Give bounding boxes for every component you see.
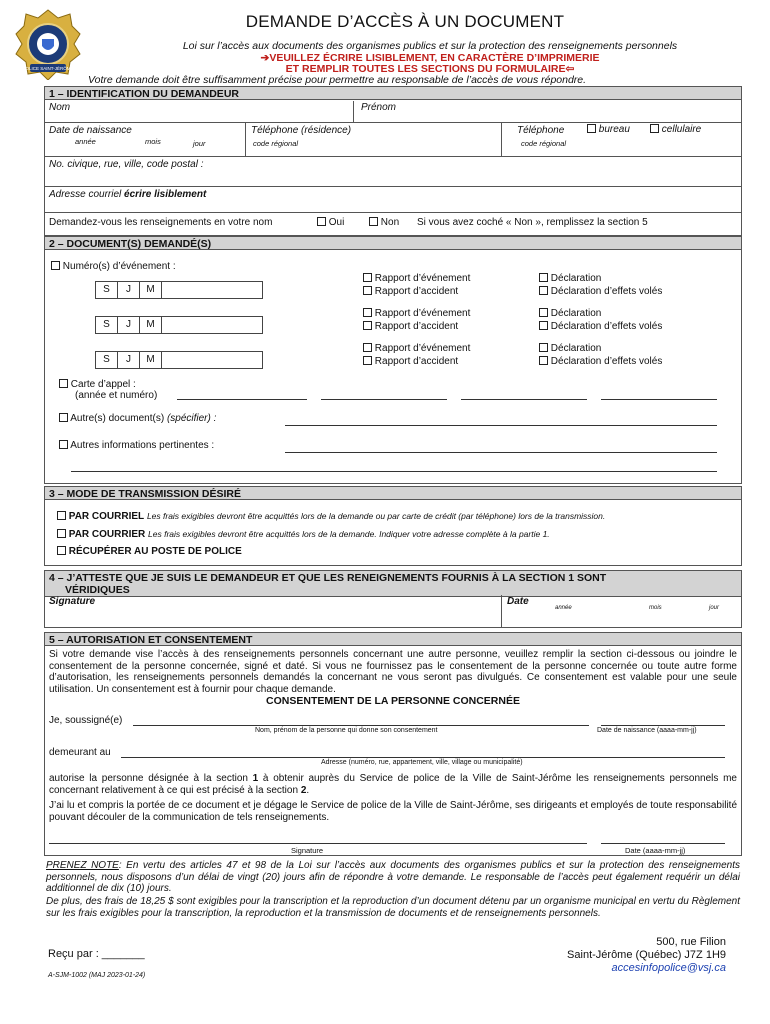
- section-5: [44, 632, 742, 856]
- par-courrier-checkbox[interactable]: [57, 529, 66, 538]
- par-courriel-option[interactable]: PAR COURRIEL Les frais exigibles devront être acquittés lors de la demande ou par carte de crédit (par téléphone) lors de la transmission.: [57, 511, 605, 522]
- consent-date-label: Date (aaaa-mm-jj): [625, 846, 686, 855]
- adresse-note: Adresse (numéro, rue, appartement, ville, village ou municipalité): [321, 759, 523, 766]
- si-non-note: Si vous avez coché « Non », remplissez la section 5: [417, 217, 648, 228]
- code-regional-1: code régional: [253, 139, 299, 148]
- demeurant-line[interactable]: [121, 757, 725, 758]
- rapport-evenement-1[interactable]: Rapport d’événement: [363, 273, 470, 284]
- recu-par[interactable]: Reçu par : _______: [48, 948, 145, 960]
- law-subtitle: Loi sur l’accès aux documents des organismes publics et sur la protection des renseignements personnels: [182, 40, 678, 52]
- precise-note: Votre demande doit être suffisamment précise pour permettre au responsable de l’accès de vous répondre.: [88, 74, 587, 86]
- poste-checkbox[interactable]: [57, 546, 66, 555]
- section-2: [44, 236, 742, 484]
- checkbox[interactable]: [539, 321, 548, 330]
- date-label[interactable]: Date: [507, 596, 529, 607]
- email-label[interactable]: Adresse courriel écrire lisiblement: [49, 189, 207, 200]
- carte-appel[interactable]: Carte d’appel :: [59, 379, 136, 390]
- address-line-1: 500, rue Filion: [656, 936, 726, 948]
- dob-mois: mois: [145, 137, 161, 146]
- rapport-accident-3[interactable]: Rapport d’accident: [363, 356, 458, 367]
- email-row: [45, 187, 741, 213]
- rapport-accident-1[interactable]: Rapport d’accident: [363, 286, 458, 297]
- section-4-title: 4 – J’ATTESTE QUE JE SUIS LE DEMANDEUR ET QUE LES RENEIGNEMENTS FOURNIS À LA SECTION 1 SONT VÉRIDIQUES: [45, 571, 741, 597]
- checkbox[interactable]: [539, 308, 548, 317]
- prenom-label[interactable]: Prénom: [361, 102, 397, 113]
- section-3-title: 3 – MODE DE TRANSMISSION DÉSIRÉ: [45, 487, 741, 500]
- consent-date-line[interactable]: [601, 843, 725, 844]
- date-mois: mois: [649, 605, 662, 611]
- section-5-intro: Si votre demande vise l’accès à des renseignements personnels concernant une autre personne, veuillez remplir la section ci-dessous ou joindre le consentement de la personne concernée, signé et daté. Si vous ne fournissez pas le consentement de la personne concernée ou toute autre forme d’autorisation, les renseignements personnels demandés la concernant ne vous seront pas divulgués. Ce consentement est valable pour une seule utilisation. Un consentement est à fournir pour chaque demande.: [49, 649, 737, 695]
- declaration-effets-2[interactable]: Déclaration d’effets volés: [539, 321, 662, 332]
- warning-line-1: ➔VEUILLEZ ÉCRIRE LISIBLEMENT, EN CARACTÈRE D’IMPRIMERIE: [260, 52, 600, 64]
- rapport-accident-2[interactable]: Rapport d’accident: [363, 321, 458, 332]
- date-annee: année: [555, 605, 572, 611]
- non-option[interactable]: Non: [369, 217, 399, 228]
- signature-label[interactable]: Signature: [49, 596, 96, 607]
- section-5-title: 5 – AUTORISATION ET CONSENTEMENT: [45, 633, 741, 646]
- email-link[interactable]: accesinfopolice@vsj.ca: [611, 962, 726, 974]
- autres-informations[interactable]: Autres informations pertinentes :: [59, 440, 214, 451]
- own-name-question: Demandez-vous les renseignements en votre nom: [49, 217, 273, 228]
- declaration-3[interactable]: Déclaration: [539, 343, 601, 354]
- demeurant-label: demeurant au: [49, 747, 111, 758]
- arrow-left-icon: ⇦: [565, 63, 575, 75]
- address-label[interactable]: No. civique, rue, ville, code postal :: [49, 159, 204, 170]
- warning-line-2: ET REMPLIR TOUTES LES SECTIONS DU FORMULAIRE⇦: [285, 63, 575, 75]
- carte-line-1[interactable]: [177, 399, 307, 400]
- checkbox[interactable]: [363, 286, 372, 295]
- nom-note: Nom, prénom de la personne qui donne son consentement: [255, 727, 438, 734]
- autres-informations-checkbox[interactable]: [59, 440, 68, 449]
- name-row: [45, 101, 741, 123]
- consent-signature-label: Signature: [291, 846, 324, 855]
- checkbox[interactable]: [363, 321, 372, 330]
- code-regional-2: code régional: [521, 139, 567, 148]
- checkbox[interactable]: [539, 273, 548, 282]
- numeros-checkbox[interactable]: [51, 261, 60, 270]
- event-number-3[interactable]: S J M: [95, 351, 263, 369]
- oui-checkbox[interactable]: [317, 217, 326, 226]
- checkbox[interactable]: [363, 308, 372, 317]
- par-courriel-checkbox[interactable]: [57, 511, 66, 520]
- own-name-row: [45, 213, 741, 235]
- cellulaire-checkbox[interactable]: [650, 124, 659, 133]
- section-3: [44, 486, 742, 566]
- svg-text:POLICE SAINT-JÉRÔME: POLICE SAINT-JÉRÔME: [22, 66, 74, 71]
- carte-appel-checkbox[interactable]: [59, 379, 68, 388]
- checkbox[interactable]: [539, 343, 548, 352]
- consent-signature-line[interactable]: [49, 843, 587, 844]
- section-1-title: 1 – IDENTIFICATION DU DEMANDEUR: [45, 87, 741, 100]
- rapport-evenement-2[interactable]: Rapport d’événement: [363, 308, 470, 319]
- arrow-right-icon: ➔: [260, 52, 270, 64]
- soussigne-label: Je, soussigné(e): [49, 715, 123, 726]
- declaration-1[interactable]: Déclaration: [539, 273, 601, 284]
- checkbox[interactable]: [363, 356, 372, 365]
- rapport-evenement-3[interactable]: Rapport d’événement: [363, 343, 470, 354]
- numeros-evenement[interactable]: Numéro(s) d’événement :: [51, 261, 176, 272]
- checkbox[interactable]: [539, 356, 548, 365]
- address-line-2: Saint-Jérôme (Québec) J7Z 1H9: [567, 949, 726, 961]
- declaration-effets-3[interactable]: Déclaration d’effets volés: [539, 356, 662, 367]
- checkbox[interactable]: [363, 273, 372, 282]
- carte-appel-sub: (année et numéro): [75, 390, 158, 401]
- autres-info-line-1[interactable]: [285, 452, 717, 453]
- poste-option[interactable]: RÉCUPÉRER AU POSTE DE POLICE: [57, 546, 242, 557]
- address-row: [45, 157, 741, 187]
- consent-title: CONSENTEMENT DE LA PERSONNE CONCERNÉE: [266, 695, 520, 707]
- lu-paragraph: J’ai lu et compris la portée de ce document et je dégage le Service de police de la Ville de Saint-Jérôme, ses dirigeants et employés de toute responsabilité pouvant découler de la communication de tels renseignements.: [49, 800, 737, 823]
- non-checkbox[interactable]: [369, 217, 378, 226]
- checkbox[interactable]: [363, 343, 372, 352]
- section-2-title: 2 – DOCUMENT(S) DEMANDÉ(S): [45, 237, 741, 250]
- cellulaire-option[interactable]: cellulaire: [650, 124, 701, 135]
- autorise-paragraph: autorise la personne désignée à la section 1 à obtenir auprès du Service de police de la Ville de Saint-Jérôme les renseignements personnels me concernant relativement à ce qui est précisé à la section 2.: [49, 773, 737, 796]
- carte-line-2[interactable]: [321, 399, 447, 400]
- date-jour: jour: [709, 605, 720, 611]
- oui-option[interactable]: Oui: [317, 217, 344, 228]
- section-4: [44, 570, 742, 628]
- prenez-note: PRENEZ NOTE: En vertu des articles 47 et 98 de la Loi sur l’accès aux documents des organismes publics et sur la protection des renseignements personnels, nous disposons d’un délai de vingt (20) jours afin de répondre à votre demande. Le responsable de l’accès peut également requérir un délai additionnel de dix (10) jours.: [46, 860, 741, 894]
- event-number-2[interactable]: S J M: [95, 316, 263, 334]
- dob-phone-row: [45, 123, 741, 157]
- frais-note: De plus, des frais de 18,25 $ sont exigibles pour la transcription et la reproduction d’un document détenu par un organisme municipal en vertu du Règlement sur les frais exigibles pour la transcription, la reproduction et la transmission de documents et de renseignements personnels.: [46, 896, 740, 919]
- tel-label: Téléphone: [517, 125, 565, 136]
- autres-info-line-2[interactable]: [71, 471, 717, 472]
- declaration-2[interactable]: Déclaration: [539, 308, 601, 319]
- soussigne-name-line[interactable]: [133, 725, 589, 726]
- nom-label[interactable]: Nom: [49, 102, 71, 113]
- autres-documents-line[interactable]: [285, 425, 717, 426]
- carte-line-4[interactable]: [601, 399, 717, 400]
- checkbox[interactable]: [539, 286, 548, 295]
- form-code: A-SJM-1002 (MAJ 2023-01-24): [48, 972, 146, 979]
- declaration-effets-1[interactable]: Déclaration d’effets volés: [539, 286, 662, 297]
- tel-res-label[interactable]: Téléphone (résidence): [251, 125, 352, 136]
- soussigne-dob-line[interactable]: [601, 725, 725, 726]
- dob-label[interactable]: Date de naissance: [49, 125, 132, 136]
- section-1: [44, 86, 742, 236]
- carte-line-3[interactable]: [461, 399, 587, 400]
- bureau-checkbox[interactable]: [587, 124, 596, 133]
- autres-documents-checkbox[interactable]: [59, 413, 68, 422]
- autres-documents[interactable]: Autre(s) document(s) (spécifier) :: [59, 413, 216, 424]
- dob-annee: année: [75, 137, 96, 146]
- par-courrier-option[interactable]: PAR COURRIER Les frais exigibles devront être acquittés lors de la demande. Indiquer votre adresse complète à la partie 1.: [57, 529, 550, 540]
- event-number-1[interactable]: S J M: [95, 281, 263, 299]
- dob-note: Date de naissance (aaaa-mm-jj): [597, 727, 697, 734]
- bureau-option[interactable]: bureau: [587, 124, 630, 135]
- police-address: [567, 936, 726, 975]
- page-title: DEMANDE D’ACCÈS À UN DOCUMENT: [245, 12, 565, 31]
- dob-jour: jour: [193, 139, 206, 148]
